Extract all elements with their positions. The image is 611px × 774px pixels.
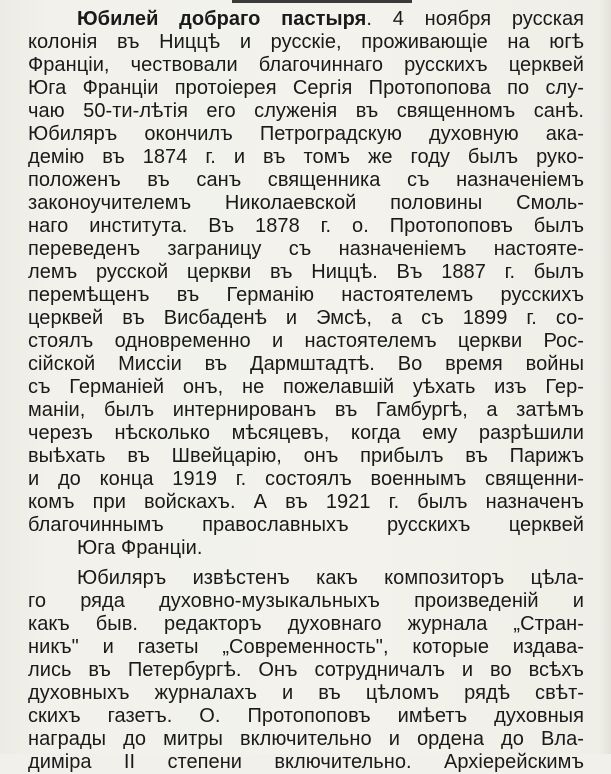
text-line: церквей въ Висбаденѣ и Эмсѣ, а съ 1899 г. со- bbox=[28, 307, 584, 329]
paragraph-1 bbox=[28, 31, 584, 560]
text-line: комъ при войскахъ. А въ 1921 г. былъ назначенъ bbox=[28, 491, 584, 513]
text-line: стоялъ одновременно и настоятелемъ церкви Рос- bbox=[28, 330, 584, 352]
paragraph-2 bbox=[28, 567, 584, 774]
text-line: награды до митры включительно и ордена до Вла- bbox=[28, 728, 584, 750]
text-line: лись въ Петербургѣ. Онъ сотрудничалъ и во всѣхъ bbox=[28, 659, 584, 681]
text-line: Юга Франціи протоіерея Сергія Протопопова по слу- bbox=[28, 77, 584, 99]
text-line: го ряда духовно-музыкальныхъ произведеній и bbox=[28, 590, 584, 612]
text-line: перемѣщенъ въ Германію настоятелемъ русскихъ bbox=[28, 284, 584, 306]
text-line: диміра II степени включительно. Архіерейскимъ bbox=[28, 751, 584, 773]
text-line: выѣхать въ Швейцарію, онъ прибылъ въ Парижъ bbox=[28, 445, 584, 467]
text-line: переведенъ заграницу съ назначеніемъ настояте- bbox=[28, 238, 584, 260]
text-line: сійской Миссіи въ Дармштадтѣ. Во время войны bbox=[28, 353, 584, 375]
article-first-line bbox=[28, 8, 584, 31]
text-line: наго института. Въ 1878 г. о. Протопоповъ былъ bbox=[28, 215, 584, 237]
article-column bbox=[28, 8, 584, 774]
text-line: законоучителемъ Николаевской половины Смоль- bbox=[28, 192, 584, 214]
text-line: и до конца 1919 г. состоялъ военнымъ священни- bbox=[28, 468, 584, 490]
text-line: благочиннымъ православныхъ русскихъ церквей bbox=[28, 514, 584, 536]
text-line: колонія въ Ниццѣ и русскіе, проживающіе на югѣ bbox=[28, 31, 584, 53]
text-line: съ Германіей онъ, не пожелавшій уѣхать изъ Гер- bbox=[28, 376, 584, 398]
text-line: маніи, былъ интернированъ въ Гамбургѣ, а затѣмъ bbox=[28, 399, 584, 421]
text-line: чаю 50-ти-лѣтія его служенія въ священномъ санѣ. bbox=[28, 100, 584, 122]
text-line: никъ" и газеты „Современность", которые издава- bbox=[28, 636, 584, 658]
text-line: лемъ русской церкви въ Ниццѣ. Въ 1887 г. былъ bbox=[28, 261, 584, 283]
text-line: духовныхъ журналахъ и въ цѣломъ рядѣ свѣт- bbox=[28, 682, 584, 704]
binding-shadow bbox=[599, 0, 611, 754]
text-line: положенъ въ санъ священника съ назначеніемъ bbox=[28, 169, 584, 191]
text-line: какъ быв. редакторъ духовнаго журнала „Стран- bbox=[28, 613, 584, 635]
header-rule bbox=[232, 0, 412, 3]
text-line: Юбиляръ извѣстенъ какъ композиторъ цѣла- bbox=[77, 567, 584, 589]
text-line: Юга Франціи. bbox=[77, 537, 203, 559]
text-line: скихъ газетъ. О. Протопоповъ имѣетъ духовныя bbox=[28, 705, 584, 727]
text-line: демію въ 1874 г. и въ томъ же году былъ руко- bbox=[28, 146, 584, 168]
article-title-continuation: . 4 ноября русская bbox=[366, 8, 585, 30]
article-title: Юбилей добраго пастыря bbox=[77, 8, 367, 30]
text-line: Юбиляръ окончилъ Петроградскую духовную ака- bbox=[28, 123, 584, 145]
text-line: черезъ нѣсколько мѣсяцевъ, когда ему разрѣшили bbox=[28, 422, 584, 444]
text-line: Франціи, чествовали благочиннаго русскихъ церквей bbox=[28, 54, 584, 76]
